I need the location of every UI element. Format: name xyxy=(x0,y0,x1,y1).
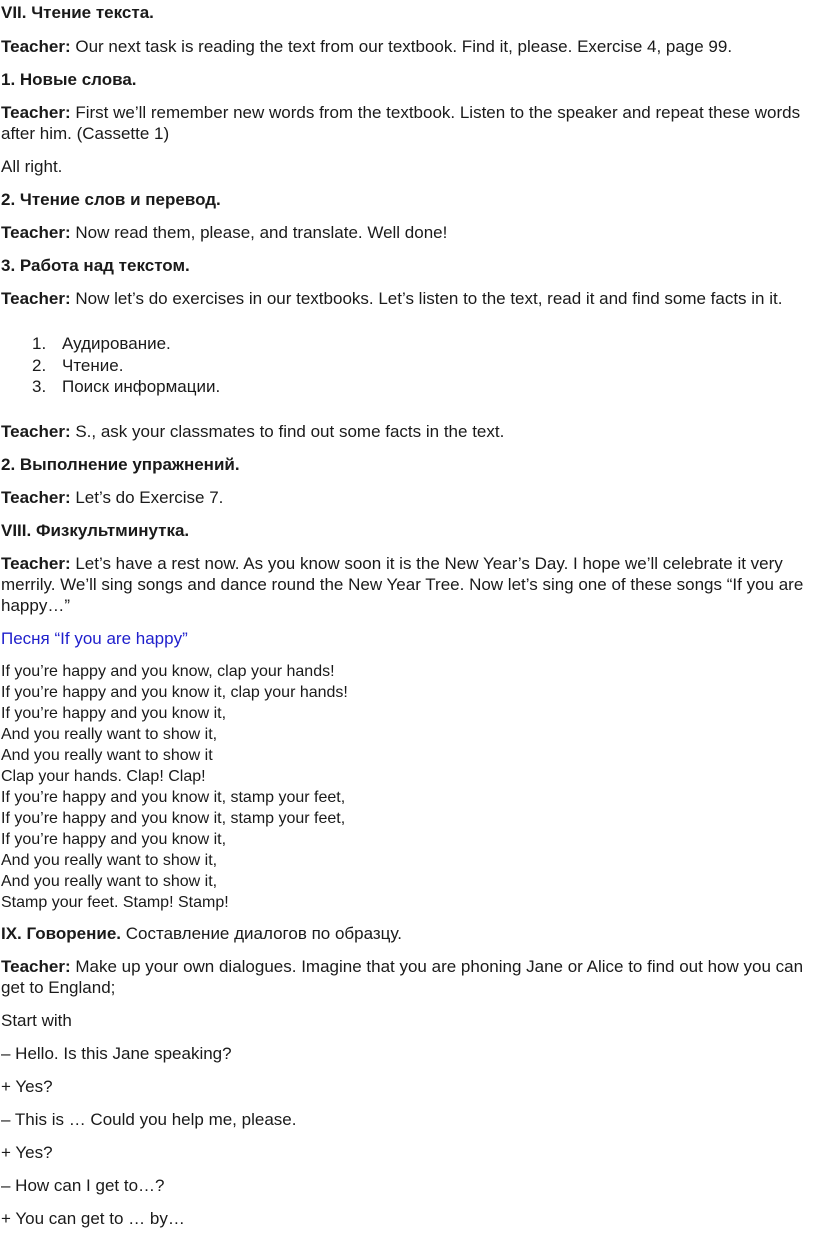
teacher-paragraph-4: Teacher: Now let’s do exercises in our textbooks. Let’s listen to the text, read it and find some facts in it. xyxy=(1,289,783,308)
lyric-line: And you really want to show it xyxy=(1,746,213,764)
lyric-line: If you’re happy and you know it, xyxy=(1,830,227,848)
all-right-text: All right. xyxy=(1,157,63,176)
teacher-paragraph-1: Teacher: Our next task is reading the text from our textbook. Find it, please. Exercise 4, page 99. xyxy=(1,37,733,56)
numbered-list xyxy=(1,333,816,398)
teacher-paragraph-7: Teacher: Let’s have a rest now. As you know soon it is the New Year’s Day. I hope we’ll celebrate it very merrily. We’ll sing songs and dance round the New Year Tree. Now let’s sing one of these songs “If you are happy…” xyxy=(1,553,804,615)
teacher-label: Teacher: xyxy=(1,289,71,308)
song-title: Песня “If you are happy” xyxy=(1,628,188,648)
lyric-line: And you really want to show it, xyxy=(1,851,218,869)
lyric-line: If you’re happy and you know, clap your hands! xyxy=(1,662,335,680)
dialogue-line: – Hello. Is this Jane speaking? xyxy=(1,1043,232,1063)
lyric-line: If you’re happy and you know it, stamp your feet, xyxy=(1,788,346,806)
dialogue-line: – This is … Could you help me, please. xyxy=(1,1109,297,1129)
lyric-line: If you’re happy and you know it, clap your hands! xyxy=(1,683,348,701)
teacher-label: Teacher: xyxy=(1,103,71,122)
subheading-new-words: 1. Новые слова. xyxy=(1,70,137,89)
teacher-paragraph-2: Teacher: First we’ll remember new words from the textbook. Listen to the speaker and repeat these words after him. (Cassette 1) xyxy=(1,103,801,143)
section-9-heading: IX. Говорение. Составление диалогов по образцу. xyxy=(1,923,402,943)
list-item: 1. Аудирование. xyxy=(32,334,171,353)
lyric-line: And you really want to show it, xyxy=(1,872,218,890)
subheading-reading-words: 2. Чтение слов и перевод. xyxy=(1,190,221,209)
teacher-paragraph-6: Teacher: Let’s do Exercise 7. xyxy=(1,487,224,507)
teacher-paragraph-5: Teacher: S., ask your classmates to find out some facts in the text. xyxy=(1,421,505,441)
teacher-label: Teacher: xyxy=(1,956,71,976)
dialogue-line: + Yes? xyxy=(1,1076,53,1096)
lyric-line: Stamp your feet. Stamp! Stamp! xyxy=(1,893,229,911)
teacher-label: Teacher: xyxy=(1,553,71,573)
subheading-text-work: 3. Работа над текстом. xyxy=(1,256,190,275)
lyric-line: And you really want to show it, xyxy=(1,725,218,743)
teacher-label: Teacher: xyxy=(1,487,71,507)
subheading-exercises: 2. Выполнение упражнений. xyxy=(1,454,240,474)
list-item: 3. Поиск информации. xyxy=(32,377,221,396)
teacher-label: Teacher: xyxy=(1,37,71,56)
teacher-label: Teacher: xyxy=(1,223,71,242)
teacher-paragraph-8: Teacher: Make up your own dialogues. Imagine that you are phoning Jane or Alice to find out how you can get to England; xyxy=(1,956,804,997)
section-7-heading: VII. Чтение текста. xyxy=(1,3,154,22)
song-lyrics xyxy=(1,661,816,913)
start-with-text: Start with xyxy=(1,1010,72,1030)
dialogue-line: + Yes? xyxy=(1,1142,53,1162)
lyric-line: If you’re happy and you know it, xyxy=(1,704,227,722)
section-8-heading: VIII. Физкультминутка. xyxy=(1,520,190,540)
lyric-line: If you’re happy and you know it, stamp your feet, xyxy=(1,809,346,827)
list-item: 2. Чтение. xyxy=(32,355,124,375)
dialogue-line: – How can I get to…? xyxy=(1,1175,165,1195)
lyric-line: Clap your hands. Clap! Clap! xyxy=(1,767,206,785)
teacher-label: Teacher: xyxy=(1,421,71,441)
dialogue-line: + You can get to … by… xyxy=(1,1208,185,1228)
teacher-paragraph-3: Teacher: Now read them, please, and translate. Well done! xyxy=(1,223,448,242)
